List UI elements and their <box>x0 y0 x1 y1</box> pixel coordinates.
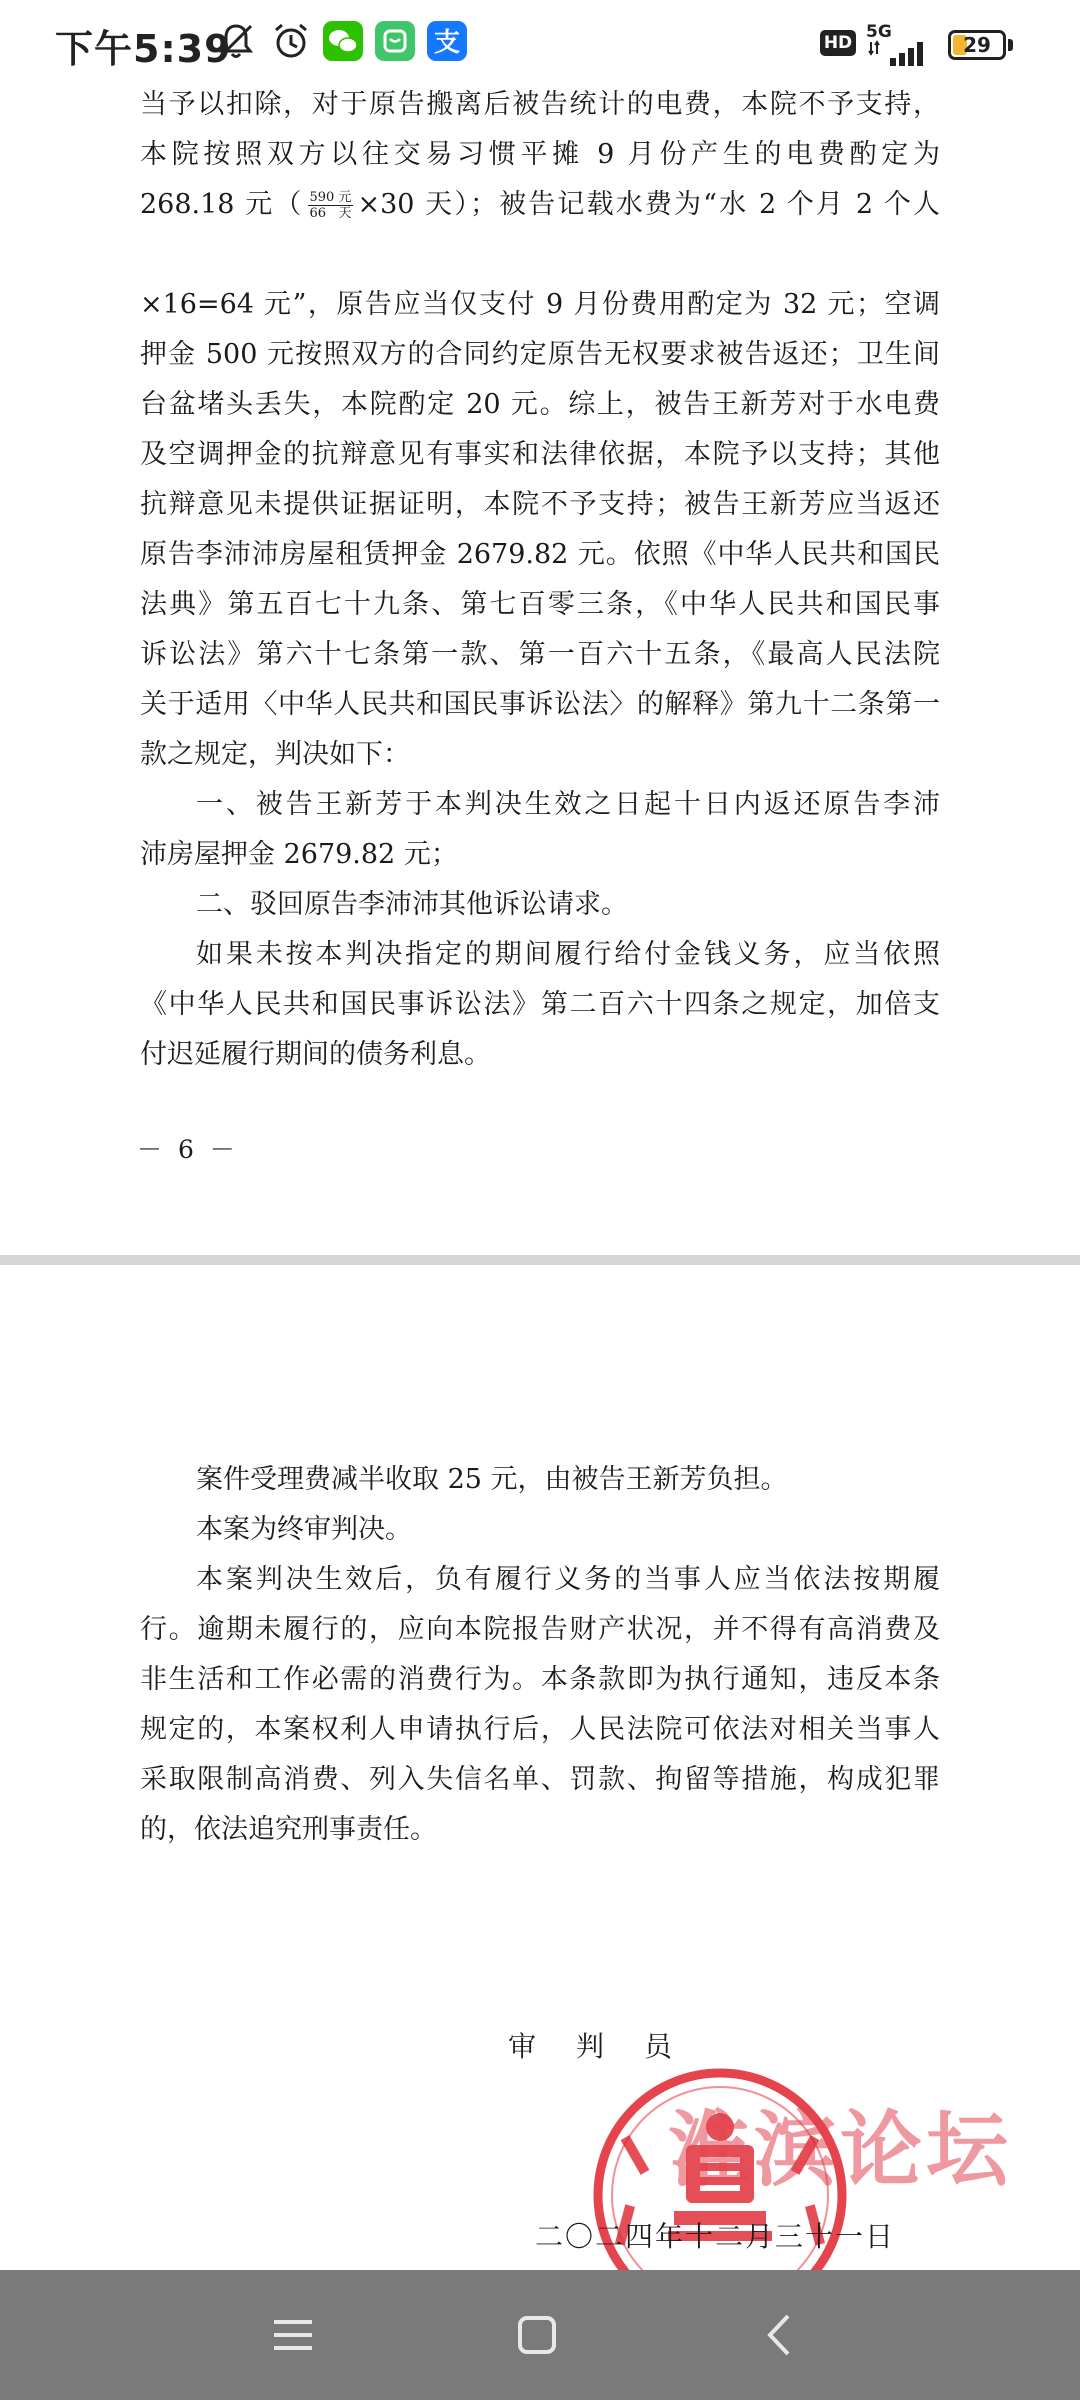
text-line: 押金 500 元按照双方的合同约定原告无权要求被告返还；卫生间 <box>140 339 940 370</box>
text-line: 当予以扣除，对于原告搬离后被告统计的电费，本院不予支持， <box>140 89 940 120</box>
document-page-7[interactable] <box>0 1265 1080 2270</box>
alipay-icon <box>426 20 468 62</box>
menu-icon[interactable] <box>268 2310 318 2360</box>
mute-bell-icon <box>215 20 257 62</box>
text-line: 关于适用〈中华人民共和国民事诉讼法〉的解释》第九十二条第一 <box>140 689 940 720</box>
navigation-bar <box>0 2270 1080 2400</box>
text-line: ×16=64 元”，原告应当仅支付 9 月份费用酌定为 32 元；空调 <box>140 289 940 320</box>
formula-pre: 268.18 元（ <box>140 189 304 220</box>
closing-line: 《中华人民共和国民事诉讼法》第二百六十四条之规定，加倍支 <box>140 989 940 1020</box>
text-line: 法典》第五百七十九条、第七百零三条，《中华人民共和国民事 <box>140 589 940 620</box>
text-line: 原告李沛沛房屋租赁押金 2679.82 元。依照《中华人民共和国民 <box>140 539 940 570</box>
judgment-item-1: 一、被告王新芳于本判决生效之日起十日内返还原告李沛 <box>196 789 940 820</box>
text-line: 款之规定，判决如下： <box>140 739 410 770</box>
judgment-date: 二〇二四年十二月三十一日 <box>535 2220 896 2253</box>
judgment-item-1-cont: 沛房屋押金 2679.82 元； <box>140 839 458 870</box>
notice-line: 非生活和工作必需的消费行为。本条款即为执行通知，违反本条 <box>140 1664 940 1695</box>
battery-text: 29 <box>963 33 991 57</box>
judge-label: 审 判 员 <box>508 2030 679 2063</box>
battery-icon <box>948 30 1006 60</box>
text-line: 诉讼法》第六十七条第一款、第一百六十五条，《最高人民法院 <box>140 639 940 670</box>
text-line: 本院按照双方以往交易习惯平摊 9 月份产生的电费酌定为 <box>140 139 940 170</box>
text-line: 及空调押金的抗辩意见有事实和法律依据，本院予以支持；其他 <box>140 439 940 470</box>
fraction-numerator: 590 元 <box>309 190 352 205</box>
alarm-icon <box>270 20 312 62</box>
closing-line: 付迟延履行期间的债务利息。 <box>140 1039 491 1070</box>
page-number: － 6 － <box>137 1135 239 1164</box>
signal-icon <box>868 40 934 66</box>
svg-text:支: 支 <box>433 28 461 58</box>
closing-line: 如果未按本判决指定的期间履行给付金钱义务，应当依照 <box>196 939 940 970</box>
text-line: 抗辩意见未提供证据证明，本院不予支持；被告王新芳应当返还 <box>140 489 940 520</box>
network-label: 5G <box>866 22 892 42</box>
notice-line: 本案判决生效后，负有履行义务的当事人应当依法按期履 <box>196 1564 940 1595</box>
judgment-reasoning-paragraph-cont <box>140 280 940 1080</box>
document-page-6[interactable] <box>0 80 1080 1255</box>
home-icon[interactable] <box>512 2310 562 2360</box>
fraction <box>308 190 354 221</box>
notice-line: 规定的，本案权利人申请执行后，人民法院可依法对相关当事人 <box>140 1714 940 1745</box>
battery-tip <box>1008 39 1013 51</box>
formula-post: ×30 天）；被告记载水费为“水 2 个月 2 个人 <box>357 189 940 220</box>
notice-line: 采取限制高消费、列入失信名单、罚款、拘留等措施，构成犯罪 <box>140 1764 940 1795</box>
notice-line: 的，依法追究刑事责任。 <box>140 1814 437 1845</box>
taobao-icon <box>374 20 416 62</box>
hd-badge: HD <box>820 30 856 56</box>
wechat-icon <box>322 20 364 62</box>
forum-watermark: 淮滨论坛 <box>668 2103 1013 2198</box>
final-paragraphs <box>140 1455 940 1855</box>
fee-line: 案件受理费减半收取 25 元，由被告王新芳负担。 <box>196 1464 788 1495</box>
status-bar <box>0 0 1080 80</box>
notice-line: 行。逾期未履行的，应向本院报告财产状况，并不得有高消费及 <box>140 1614 940 1645</box>
judgment-reasoning-paragraph <box>140 80 940 230</box>
text-line: 台盆堵头丢失，本院酌定 20 元。综上，被告王新芳对于水电费 <box>140 389 940 420</box>
judgment-item-2: 二、驳回原告李沛沛其他诉讼请求。 <box>196 889 628 920</box>
formula-line <box>140 180 940 230</box>
fraction-denominator: 66 天 <box>309 206 352 221</box>
back-icon[interactable] <box>756 2310 806 2360</box>
page-separator <box>0 1255 1080 1265</box>
status-time: 下午5:39 <box>55 27 232 71</box>
final-judgment-line: 本案为终审判决。 <box>196 1514 412 1545</box>
